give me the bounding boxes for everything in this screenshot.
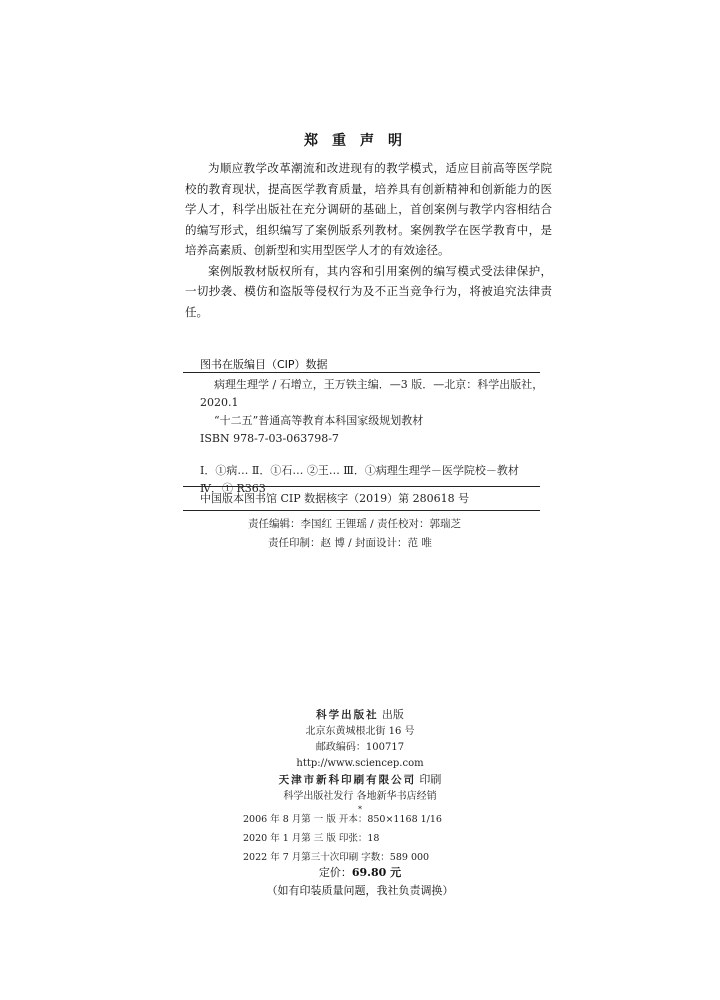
publisher-block [0, 707, 720, 815]
printer-name: 天津市新科印刷有限公司 [278, 774, 417, 786]
declaration-title: 郑重声明 [304, 133, 416, 149]
cip-record [200, 376, 545, 498]
cip-heading: 图书在版编目（CIP）数据 [200, 358, 328, 371]
price-label: 定价： [318, 866, 352, 879]
declaration-body [185, 158, 552, 322]
publisher-postcode: 邮政编码：100717 [315, 742, 405, 753]
publisher-name: 科学出版社 [316, 709, 379, 721]
declaration-paragraph: 案例版教材版权所有，其内容和引用案例的编写模式受法律保护，一切抄袭、模仿和盗版等侵权行为及不正当竞争行为，将被追究法律责任。 [185, 263, 552, 319]
edition-info [243, 810, 503, 867]
publisher-suffix: 出版 [381, 708, 404, 721]
cip-classification: Ⅰ．①病… Ⅱ．①石… ②王… Ⅲ．①病理生理学－医学院校－教材 [200, 464, 519, 477]
edition-row: 2020 年 1 月第 三 版 印张：18 [243, 833, 380, 844]
cip-mid-rule [183, 486, 540, 487]
publisher-address: 北京东黄城根北街 16 号 [305, 726, 415, 737]
credits-block [248, 515, 548, 553]
credits-editor-line: 责任编辑：李国红 王锂瑶 / 责任校对：郭瑞芝 [248, 518, 462, 530]
separator-star: * [358, 805, 362, 814]
cip-entry-date: 2020.1 [200, 396, 239, 409]
cip-top-rule [183, 372, 540, 373]
cip-series: “十二五”普通高等教育本科国家级规划教材 [214, 414, 424, 427]
cip-classification-code: Ⅳ．① R363 [200, 482, 266, 495]
price-value: 69.80 元 [351, 866, 402, 879]
edition-row: 2006 年 8 月第 一 版 开本：850×1168 1/16 [243, 814, 442, 825]
distribution-line: 科学出版社发行 各地新华书店经销 [283, 791, 437, 802]
declaration-paragraph: 为顺应教学改革潮流和改进现有的教学模式，适应目前高等医学院校的教育现状，提高医学教育质量，培养具有创新精神和创新能力的医学人才，科学出版社在充分调研的基础上，首创案例与教学内容相结合的编写形式，组织编写了案例版系列教材。案例教学在医学教育中，是培养高素质、创新型和实用型医学人才的有效途径。 [185, 161, 552, 257]
cip-bottom-rule [183, 510, 540, 511]
cip-isbn: ISBN 978-7-03-063798-7 [200, 432, 339, 445]
quality-notice: （如有印装质量问题，我社负责调换） [266, 884, 454, 897]
price-line [0, 864, 720, 882]
cip-entry-line: 病理生理学 / 石增立，王万铁主编．—3 版．—北京：科学出版社， [214, 378, 544, 391]
printer-suffix: 印刷 [419, 773, 442, 786]
edition-row: 2022 年 7 月第三十次印刷 字数：589 000 [243, 852, 430, 863]
cip-check-number: 中国版本图书馆 CIP 数据核字（2019）第 280618 号 [200, 492, 470, 505]
credits-production-line: 责任印制：赵 博 / 封面设计：范 唯 [268, 537, 432, 549]
publisher-url: http://www.sciencep.com [296, 758, 424, 769]
